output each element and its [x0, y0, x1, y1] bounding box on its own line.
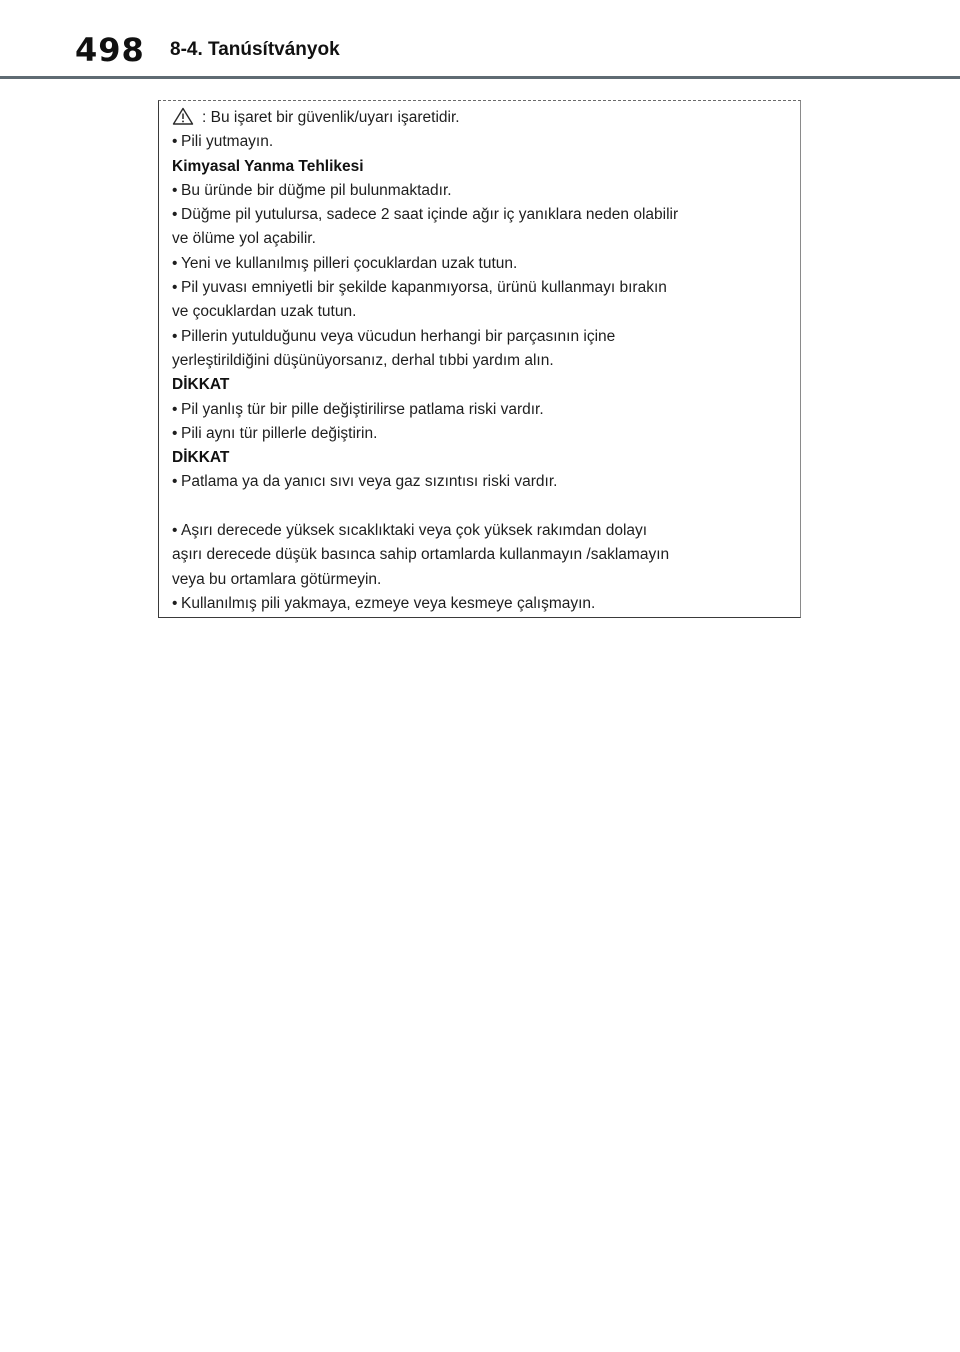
item-text: Patlama ya da yanıcı sıvı veya gaz sızıntısı riski vardır. — [181, 473, 558, 491]
bullet-item — [172, 276, 792, 300]
page-header — [0, 0, 960, 80]
warning-triangle-icon — [172, 107, 194, 125]
notice-lines — [172, 106, 792, 616]
item-text: Kullanılmış pili yakmaya, ezmeye veya kesmeye çalışmayın. — [181, 594, 596, 612]
continuation-line: yerleştirildiğini düşünüyorsanız, derhal tıbbi yardım alın. — [172, 351, 554, 369]
item-text: Düğme pil yutulursa, sadece 2 saat içinde ağır iç yanıklara neden olabilir — [181, 206, 679, 224]
heading-caution: DİKKAT — [172, 449, 230, 467]
heading-chemical-burn: Kimyasal Yanma Tehlikesi — [172, 157, 364, 175]
bullet-mark: • — [172, 133, 178, 151]
bullet-mark: • — [172, 254, 178, 272]
bullet-mark: • — [172, 522, 178, 540]
bullet-mark: • — [172, 473, 178, 491]
page-number: 498 — [75, 31, 145, 69]
bullet-item — [172, 592, 792, 616]
bullet-mark: • — [172, 594, 178, 612]
legend-line — [172, 106, 792, 130]
item-text: Pili yutmayın. — [181, 133, 274, 151]
item-text: Pillerin yutulduğunu veya vücudun herhangi bir parçasının içine — [181, 327, 616, 345]
legend-text: : Bu işaret bir güvenlik/uyarı işaretidir. — [202, 109, 460, 126]
bullet-mark: • — [172, 424, 178, 442]
bullet-item — [172, 130, 792, 154]
bullet-item — [172, 179, 792, 203]
item-text: Aşırı derecede yüksek sıcaklıktaki veya çok yüksek rakımdan dolayı — [181, 522, 648, 540]
bullet-mark: • — [172, 400, 178, 418]
safety-notice-box — [158, 100, 801, 618]
item-text: Pili aynı tür pillerle değiştirin. — [181, 424, 378, 442]
item-text: Pil yuvası emniyetli bir şekilde kapanmıyorsa, ürünü kullanmayı bırakın — [181, 279, 667, 297]
bullet-item — [172, 203, 792, 227]
bullet-item — [172, 422, 792, 446]
bullet-item — [172, 325, 792, 349]
header-divider — [0, 76, 960, 79]
continuation-line: ve çocuklardan uzak tutun. — [172, 303, 357, 321]
continuation-line: aşırı derecede düşük basınca sahip ortamlarda kullanmayın /saklamayın — [172, 546, 670, 564]
item-text: Yeni ve kullanılmış pilleri çocuklardan uzak tutun. — [181, 254, 518, 272]
bullet-item — [172, 519, 792, 543]
bullet-mark: • — [172, 279, 178, 297]
bullet-item — [172, 252, 792, 276]
bullet-mark: • — [172, 327, 178, 345]
item-text: Pil yanlış tür bir pille değiştirilirse patlama riski vardır. — [181, 400, 544, 418]
bullet-item — [172, 470, 792, 494]
bullet-mark: • — [172, 181, 178, 199]
heading-caution: DİKKAT — [172, 376, 230, 394]
item-text: Bu üründe bir düğme pil bulunmaktadır. — [181, 181, 452, 199]
blank-gap — [172, 495, 792, 519]
continuation-line: veya bu ortamlara götürmeyin. — [172, 570, 382, 588]
continuation-line: ve ölüme yol açabilir. — [172, 230, 316, 248]
bullet-mark: • — [172, 206, 178, 224]
bullet-item — [172, 398, 792, 422]
section-title: 8-4. Tanúsítványok — [170, 39, 340, 60]
